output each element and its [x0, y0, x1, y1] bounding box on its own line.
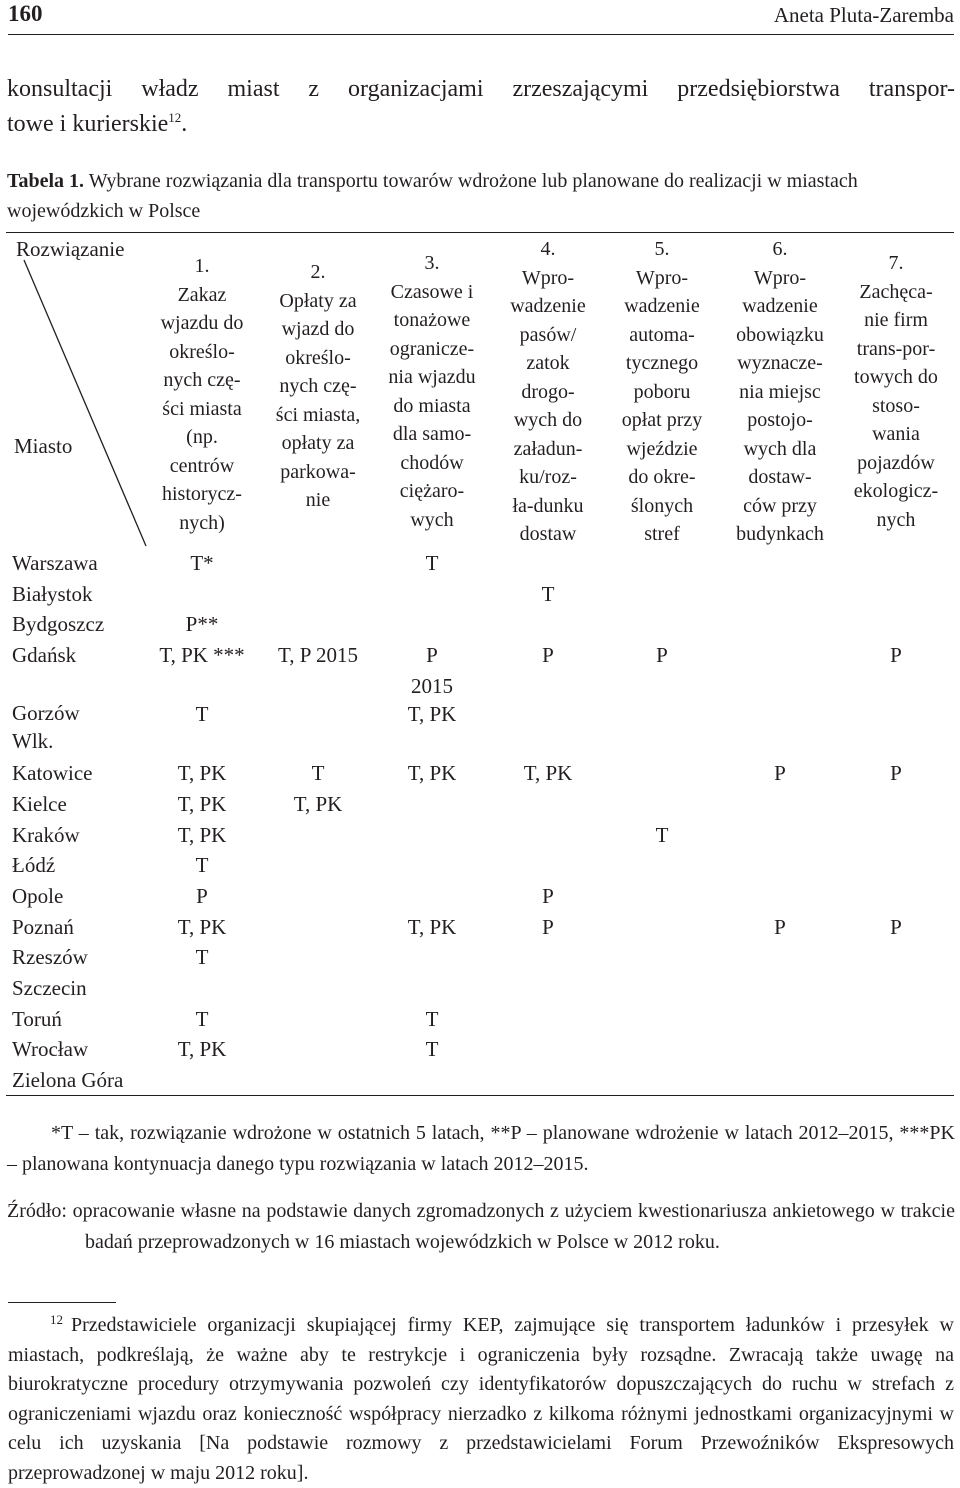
page-number: 160: [8, 1, 43, 26]
footnote-reference[interactable]: 12: [168, 110, 182, 125]
table-row: [6, 1034, 954, 1065]
column-header-3: 3. Czasowe i tonażowe ogranicze- nia wjazdu do miasta dla samo- chodów ciężaro- wych: [388, 252, 476, 531]
cell-col-4: T, PK: [523, 761, 573, 785]
footnote-mark: 12: [50, 1312, 63, 1327]
cell-col-1: T: [195, 853, 209, 877]
intro-paragraph: [7, 72, 955, 142]
cell-col-5: P: [656, 643, 668, 667]
legend-note: *T – tak, rozwiązanie wdrożone w ostatnich 5 latach, **P – planowane wdrożenie w latach 2012–2015, ***PK – planowana kontynuacja danego typu rozwiązania w latach 2012–2015.: [7, 1122, 955, 1175]
cell-col-1: T, PK ***: [159, 643, 245, 667]
footnote-rule: [8, 1302, 116, 1303]
table-row: [6, 850, 954, 881]
column-header-4: 4. Wpro- wadzenie pasów/ zatok drogo- wych do załadun- ku/roz- ła-dunku dostaw: [510, 238, 586, 545]
column-header-1: 1. Zakaz wjazdu do określo- nych czę- ści miasta (np. centrów historycz- nych): [160, 255, 244, 534]
table-title: Wybrane rozwiązania dla transportu towarów wdrożone lub planowane do realizacji w miastach wojewódzkich w Polsce: [7, 170, 858, 222]
intro-line-2: towe i kurierskie: [7, 111, 169, 137]
running-header: [8, 0, 954, 35]
intro-line-1: konsultacji władz miast z organizacjami zrzeszającymi przedsiębiorstwa transpor-: [7, 76, 955, 102]
table-row: [6, 699, 954, 753]
city-name: Łódź: [12, 853, 56, 877]
cell-col-3: T: [425, 1037, 439, 1061]
city-name: Kraków: [12, 823, 80, 847]
cell-col-1: P: [196, 884, 208, 908]
table-label: Tabela 1.: [7, 170, 85, 192]
cell-col-1: T, PK: [177, 1037, 227, 1061]
solutions-table: [6, 232, 954, 1096]
running-author: Aneta Pluta-Zaremba: [773, 3, 954, 27]
cell-col-1: T: [195, 945, 209, 969]
cell-col-2: T, P 2015: [278, 643, 358, 667]
table-row: [6, 640, 954, 698]
column-header-2: 2. Opłaty za wjazd do określo- nych czę- ści miasta, opłaty za parkowa- nie: [275, 261, 361, 511]
city-name: Warszawa: [12, 551, 98, 575]
cell-col-1: P**: [185, 612, 219, 636]
cell-col-4: P: [542, 643, 554, 667]
cell-col-7: P: [890, 643, 902, 667]
table-row: [6, 1004, 954, 1035]
column-header-7: 7. Zachęca- nie firm trans-por- towych do stoso- wania pojazdów ekologicz- nych: [853, 252, 939, 531]
table-row: [6, 789, 954, 820]
city-name: Rzeszów: [12, 945, 88, 969]
cell-col-3: T: [425, 1007, 439, 1031]
table-row: [6, 758, 954, 789]
cell-col-1: T*: [190, 551, 214, 575]
cell-col-3: T, PK: [407, 702, 457, 726]
table-notes: [7, 1118, 955, 1258]
cell-col-5: T: [655, 823, 669, 847]
cell-col-4: P: [542, 915, 554, 939]
cell-col-1: T, PK: [177, 823, 227, 847]
city-name: Bydgoszcz: [12, 612, 105, 636]
table-row: [6, 579, 954, 610]
city-name: Toruń: [12, 1007, 62, 1031]
cell-col-3: T, PK: [407, 761, 457, 785]
city-name: Gdańsk: [12, 643, 77, 667]
table-caption: [7, 166, 947, 226]
city-name: Białystok: [12, 582, 93, 606]
table-row: [6, 548, 954, 579]
corner-diagonal: [6, 232, 156, 548]
cell-col-2: T: [311, 761, 325, 785]
cell-col-4: T: [541, 582, 555, 606]
cell-col-7: P: [890, 915, 902, 939]
city-name: Poznań: [12, 915, 74, 939]
cell-col-1: T, PK: [177, 761, 227, 785]
cell-col-6: P: [774, 761, 786, 785]
table-row: [6, 973, 954, 1004]
cell-col-1: T, PK: [177, 915, 227, 939]
cell-col-6: P: [774, 915, 786, 939]
intro-line-2-end: .: [181, 111, 188, 137]
table-row: [6, 609, 954, 640]
footnote-text: Przedstawiciele organizacji skupiającej firmy KEP, zajmujące się transportem ładunków i przesyłek w miastach, podkreślają, że ważne aby te restrykcje i ograniczenia były rozsądne. Zwracają także uwagę na biurokratyczne procedury otrzymywania pozwoleń czy identyfikatorów dopuszczających do ruchu w strefach z ograniczeniami wjazdu oraz konieczność współpracy nierzadko z kilkoma różnymi jednostkami organizacyjnymi w celu ich uzyskania [Na podstawie rozmowy z przedstawicielami Forum Przewoźników Ekspresowych przeprowadzonej w maju 2012 roku].: [8, 1314, 954, 1484]
column-header-5: 5. Wpro- wadzenie automa- tycznego poboru opłat przy wjeździe do okre- ślonych stref: [621, 238, 703, 545]
city-name: Kielce: [12, 792, 67, 816]
table-bottom-rule: [6, 1095, 954, 1096]
city-name: Katowice: [12, 761, 93, 785]
cell-col-1: T: [195, 1007, 209, 1031]
source-note: Źródło: opracowanie własne na podstawie danych zgromadzonych z użyciem kwestionariusza ankietowego w trakcie badań przeprowadzonych w 16 miastach wojewódzkich w Polsce w 2012 roku.: [7, 1200, 955, 1253]
table-row: [6, 912, 954, 943]
corner-label-city: Miasto: [14, 434, 73, 458]
city-name: Zielona Góra: [12, 1068, 124, 1092]
footnote: [8, 1311, 954, 1488]
city-name: Wrocław: [12, 1037, 89, 1061]
city-name: Gorzów Wlk.: [12, 701, 80, 753]
cell-col-3: T, PK: [407, 915, 457, 939]
cell-col-1: T: [195, 702, 209, 726]
column-header-6: 6. Wpro- wadzenie obowiązku wyznacze- nia miejsc postojo- wych dla dostaw- ców przy budynkach: [736, 238, 824, 545]
cell-col-3: T: [425, 551, 439, 575]
city-name: Szczecin: [12, 976, 87, 1000]
cell-col-2: T, PK: [293, 792, 343, 816]
table-row: [6, 881, 954, 912]
cell-col-3: P 2015: [411, 643, 453, 698]
corner-label-solution: Rozwiązanie: [16, 237, 125, 261]
table-row: [6, 820, 954, 851]
cell-col-4: P: [542, 884, 554, 908]
cell-col-7: P: [890, 761, 902, 785]
table-row: [6, 942, 954, 973]
table-row: [6, 1065, 954, 1096]
cell-col-1: T, PK: [177, 792, 227, 816]
city-name: Opole: [12, 884, 64, 908]
